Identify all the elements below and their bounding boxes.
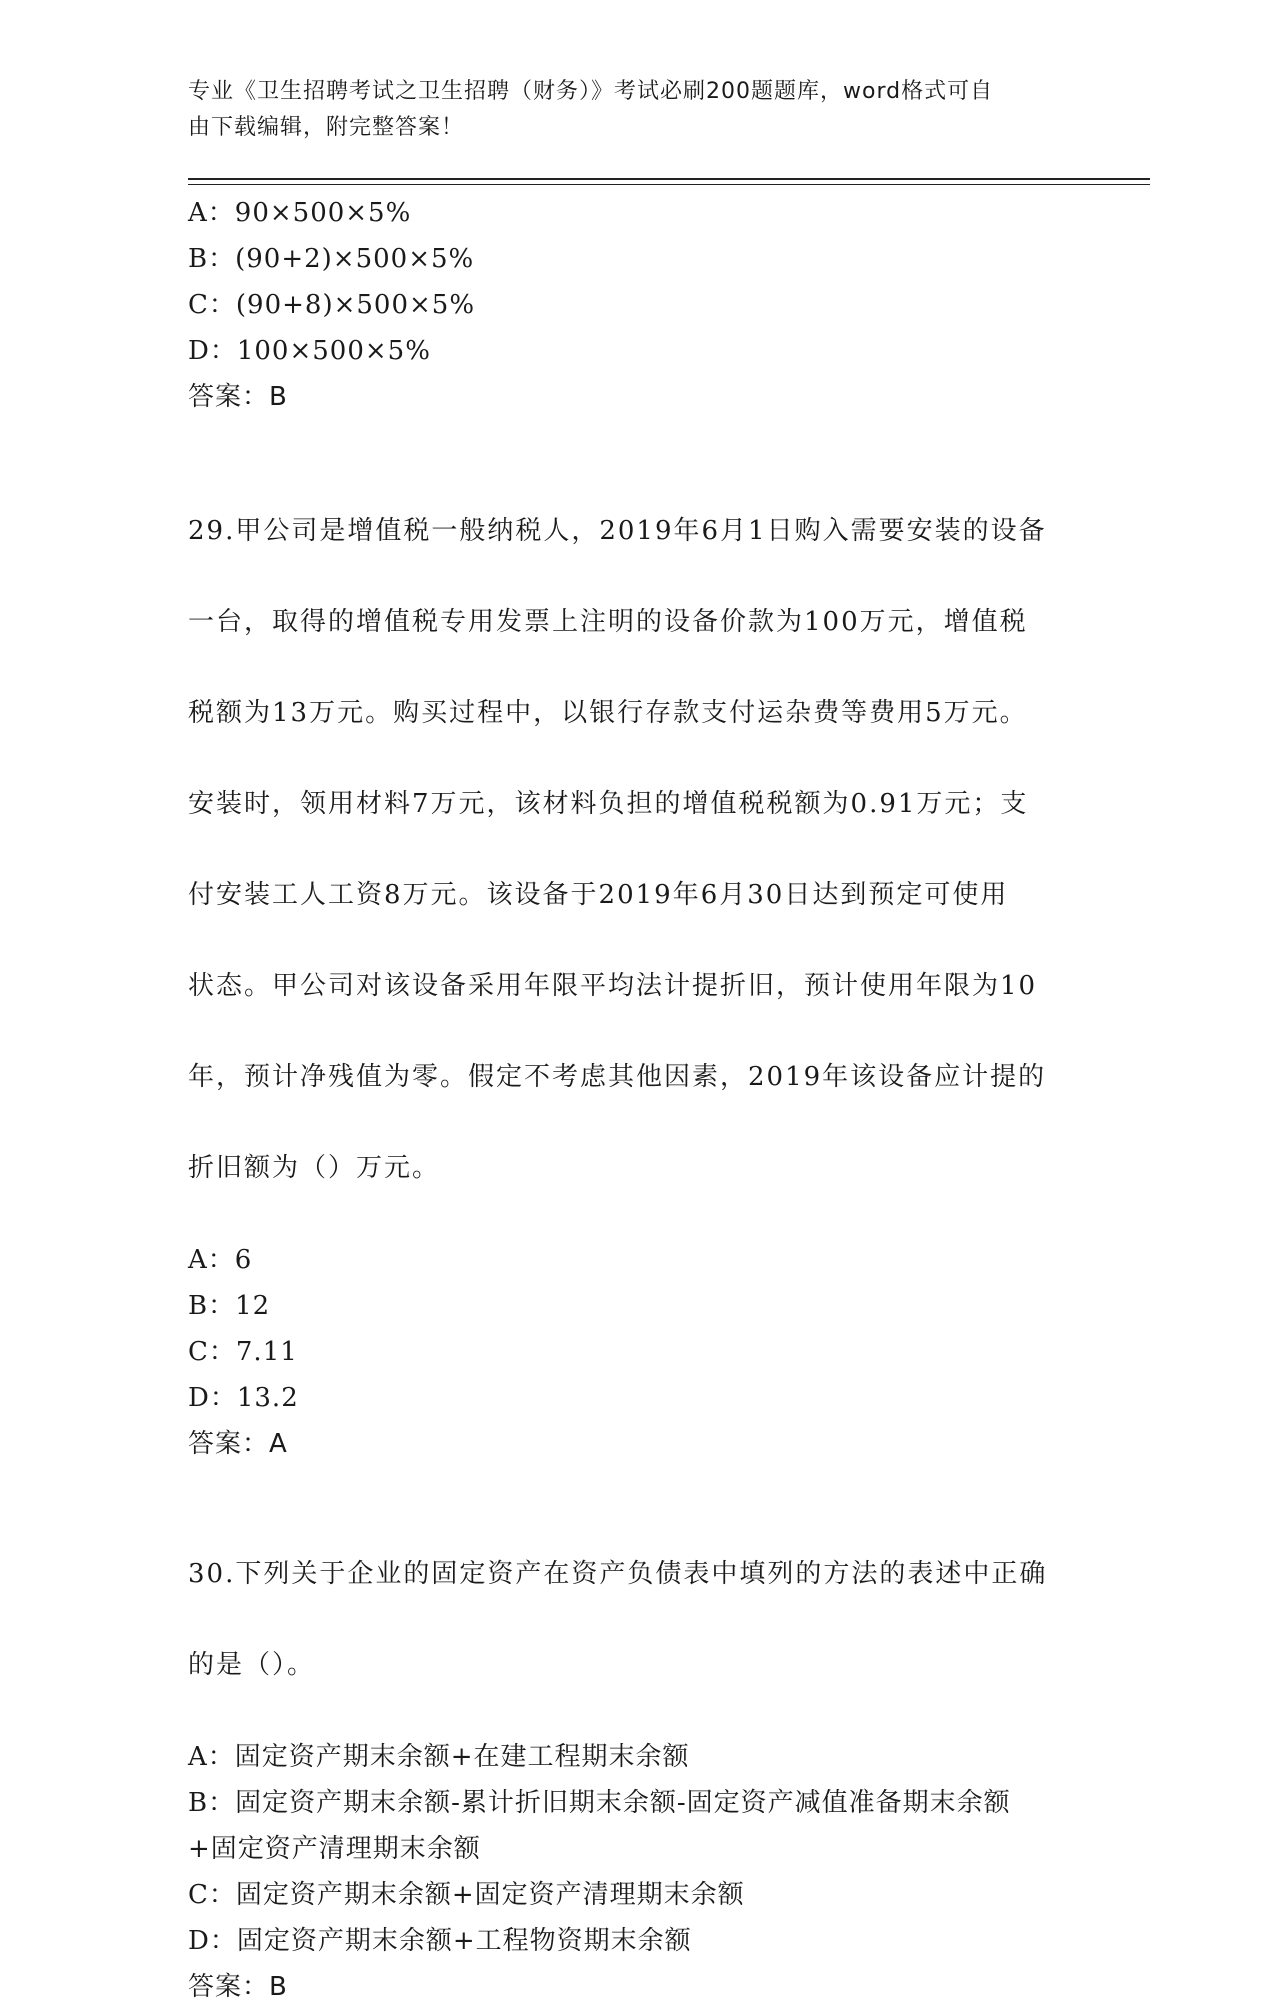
question-line: 30.下列关于企业的固定资产在资产负债表中填列的方法的表述中正确 xyxy=(188,1552,1088,1598)
answer-label: 答案：B xyxy=(188,1964,1088,2010)
option-c: C：固定资产期末余额+固定资产清理期末余额 xyxy=(188,1872,1088,1918)
question-line: 29.甲公司是增值税一般纳税人，2019年6月1日购入需要安装的设备 xyxy=(188,509,1088,555)
header-line-2: 由下载编辑，附完整答案！ xyxy=(188,110,1078,146)
option-a: A：固定资产期末余额+在建工程期末余额 xyxy=(188,1734,1088,1780)
option-b: B：12 xyxy=(188,1283,1088,1329)
option-d: D：100×500×5% xyxy=(188,328,1088,374)
question-30 xyxy=(188,1507,1088,2010)
document-header xyxy=(188,74,1078,146)
header-line-1: 专业《卫生招聘考试之卫生招聘（财务）》考试必刷200题题库，word格式可自 xyxy=(188,74,1078,110)
question-line: 折旧额为（）万元。 xyxy=(188,1146,1088,1192)
option-d: D：固定资产期末余额+工程物资期末余额 xyxy=(188,1918,1088,1964)
question-28 xyxy=(188,190,1088,420)
option-a: A：6 xyxy=(188,1237,1088,1283)
answer-label: 答案：A xyxy=(188,1421,1088,1467)
question-line: 付安装工人工资8万元。该设备于2019年6月30日达到预定可使用 xyxy=(188,873,1088,919)
question-line: 年，预计净残值为零。假定不考虑其他因素，2019年该设备应计提的 xyxy=(188,1055,1088,1101)
question-text xyxy=(188,1507,1088,1735)
option-c: C：7.11 xyxy=(188,1329,1088,1375)
option-a: A：90×500×5% xyxy=(188,190,1088,236)
header-divider-thin xyxy=(188,184,1150,185)
option-b-continued: +固定资产清理期末余额 xyxy=(188,1826,1088,1872)
answer-label: 答案：B xyxy=(188,374,1088,420)
question-text xyxy=(188,463,1088,1237)
question-line: 状态。甲公司对该设备采用年限平均法计提折旧，预计使用年限为10 xyxy=(188,964,1088,1010)
question-line: 一台，取得的增值税专用发票上注明的设备价款为100万元，增值税 xyxy=(188,600,1088,646)
question-line: 安装时，领用材料7万元，该材料负担的增值税税额为0.91万元；支 xyxy=(188,782,1088,828)
question-29 xyxy=(188,463,1088,1467)
option-b: B：固定资产期末余额-累计折旧期末余额-固定资产减值准备期末余额 xyxy=(188,1780,1088,1826)
header-divider-thick xyxy=(188,178,1150,180)
question-line: 税额为13万元。购买过程中，以银行存款支付运杂费等费用5万元。 xyxy=(188,691,1088,737)
question-list xyxy=(188,190,1088,2010)
question-line: 的是（）。 xyxy=(188,1643,1088,1689)
option-d: D：13.2 xyxy=(188,1375,1088,1421)
option-b: B：(90+2)×500×5% xyxy=(188,236,1088,282)
option-c: C：(90+8)×500×5% xyxy=(188,282,1088,328)
